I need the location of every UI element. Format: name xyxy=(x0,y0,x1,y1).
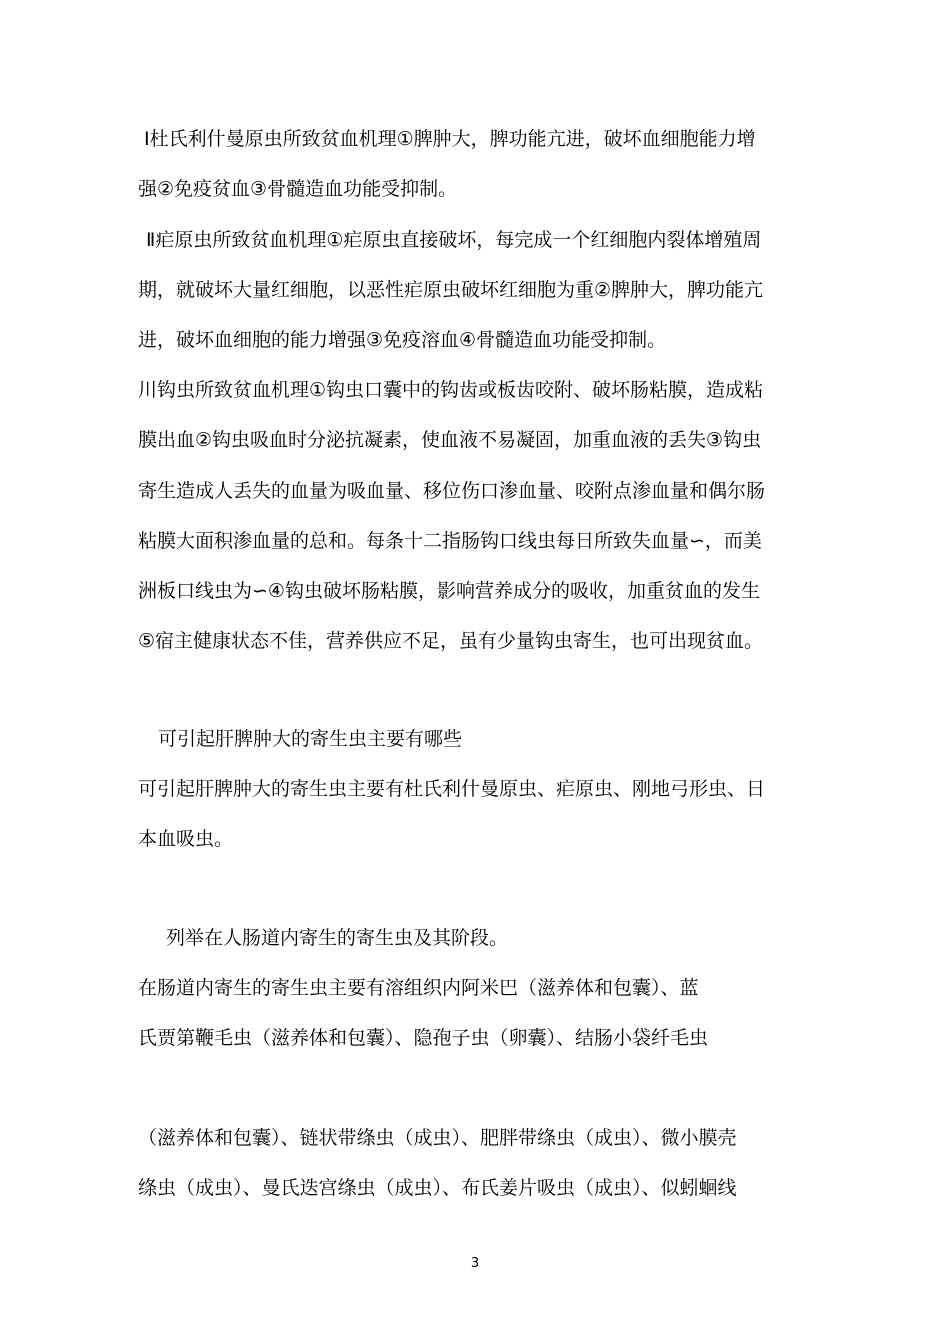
section-heading-hepatosplenomegaly: 可引起肝脾肿大的寄生虫主要有哪些 xyxy=(158,728,463,750)
text-line-3: Ⅱ疟原虫所致贫血机理①疟原虫直接破坏，每完成一个红细胞内裂体增殖周 xyxy=(146,229,762,251)
text-line-7: 膜出血②钩虫吸血时分泌抗凝素，使血液不易凝固，加重血液的丢失③钩虫 xyxy=(138,429,762,451)
text-line-13: 可引起肝脾肿大的寄生虫主要有杜氏利什曼原虫、疟原虫、刚地弓形虫、日 xyxy=(138,778,766,800)
text-line-19: 绦虫（成虫）、曼氏迭宫绦虫（成虫）、布氏姜片吸虫（成虫）、似蚓蛔线 xyxy=(138,1177,737,1199)
text-line-2: 强②免疫贫血③骨髓造血功能受抑制。 xyxy=(138,178,458,200)
text-line-6: 川钩虫所致贫血机理①钩虫口囊中的钩齿或板齿咬附、破坏肠粘膜，造成粘 xyxy=(138,379,764,401)
text-line-11: ⑤宿主健康状态不佳，营养供应不足，虽有少量钩虫寄生，也可出现贫血。 xyxy=(138,630,764,652)
page-number: 3 xyxy=(470,1256,480,1271)
section-heading-intestinal-parasites: 列举在人肠道内寄生的寄生虫及其阶段。 xyxy=(166,927,509,949)
text-line-14: 本血吸虫。 xyxy=(138,828,234,850)
text-line-1: Ⅰ杜氏利什曼原虫所致贫血机理①脾肿大，脾功能亢进，破坏血细胞能力增 xyxy=(144,128,756,150)
text-line-18: （滋养体和包囊）、链状带绦虫（成虫）、肥胖带绦虫（成虫）、微小膜壳 xyxy=(138,1127,737,1149)
text-line-5: 进，破坏血细胞的能力增强③免疫溶血④骨髓造血功能受抑制。 xyxy=(138,329,667,351)
text-line-10: 洲板口线虫为∽④钩虫破坏肠粘膜，影响营养成分的吸收，加重贫血的发生 xyxy=(138,580,760,602)
text-line-9: 粘膜大面积渗血量的总和。每条十二指肠钩口线虫每日所致失血量∽，而美 xyxy=(138,530,762,552)
text-line-8: 寄生造成人丢失的血量为吸血量、移位伤口渗血量、咬附点渗血量和偶尔肠 xyxy=(138,480,766,502)
text-line-4: 期，就破坏大量红细胞，以恶性疟原虫破坏红细胞为重②脾肿大，脾功能亢 xyxy=(138,279,764,301)
text-line-16: 在肠道内寄生的寄生虫主要有溶组织内阿米巴（滋养体和包囊）、蓝 xyxy=(138,977,699,999)
text-line-17: 氏贾第鞭毛虫（滋养体和包囊）、隐孢子虫（卵囊）、结肠小袋纤毛虫 xyxy=(138,1027,709,1049)
